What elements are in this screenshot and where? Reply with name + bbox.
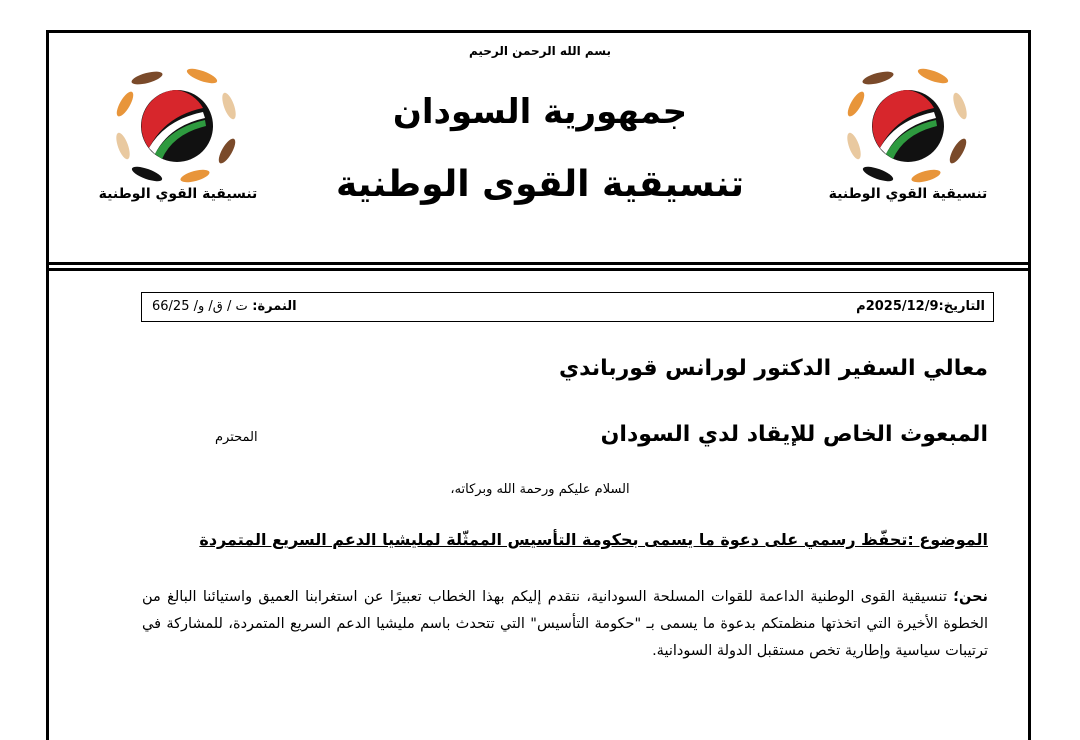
reference-box bbox=[141, 292, 994, 322]
body-paragraph bbox=[142, 584, 988, 665]
date-label: التاريخ: bbox=[938, 299, 985, 314]
number-value: ت / ق/ و/ 66/25 bbox=[152, 299, 248, 314]
number-label: النمرة: bbox=[252, 299, 297, 314]
organization-logo-right bbox=[838, 66, 978, 186]
hands-circle-emblem-icon bbox=[107, 66, 247, 186]
page-frame-top bbox=[46, 30, 1031, 33]
addressee-title: المبعوث الخاص للإيقاد لدي السودان bbox=[600, 422, 988, 447]
reference-number bbox=[150, 299, 297, 314]
page-title-organization: تنسيقية القوى الوطنية bbox=[336, 164, 744, 205]
hands-circle-emblem-icon bbox=[838, 66, 978, 186]
date-value: 2025/12/9م bbox=[856, 299, 939, 314]
greeting: السلام عليكم ورحمة الله وبركاته، bbox=[450, 482, 630, 497]
body-lead-word: نحن؛ bbox=[953, 589, 988, 605]
reference-date bbox=[856, 299, 985, 314]
logo-caption-left: تنسيقية القوي الوطنية bbox=[98, 186, 258, 202]
header-divider-double bbox=[46, 268, 1031, 271]
organization-logo-left bbox=[107, 66, 247, 186]
addressee-name: معالي السفير الدكتور لورانس قورباندي bbox=[558, 356, 988, 381]
logo-caption-right: تنسيقية القوي الوطنية bbox=[828, 186, 988, 202]
basmala: بسم الله الرحمن الرحيم bbox=[468, 44, 612, 58]
page-title-country: جمهورية السودان bbox=[392, 92, 688, 132]
letter-subject: الموضوع :تحفّظ رسمي على دعوة ما يسمى بحكومة التأسيس الممثّلة لمليشيا الدعم السريع المتمردة bbox=[199, 530, 988, 549]
addressee-honorific: المحترم bbox=[215, 430, 258, 445]
header-divider bbox=[46, 262, 1031, 265]
body-text: تنسيقية القوى الوطنية الداعمة للقوات المسلحة السودانية، نتقدم إليكم بهذا الخطاب تعبيرًا عن استغرابنا العميق واستيائنا البالغ من الخطوة الأخيرة التي اتخذتها منظمتكم بدعوة ما يسمى بـ "حكومة التأسيس" التي تتحدث باسم مليشيا الدعم السريع المتمردة، للمشاركة في ترتيبات سياسية وإطارية تخص مستقبل الدولة السودانية. bbox=[142, 589, 988, 659]
page-frame-left bbox=[46, 30, 49, 740]
page-frame-right bbox=[1028, 30, 1031, 740]
